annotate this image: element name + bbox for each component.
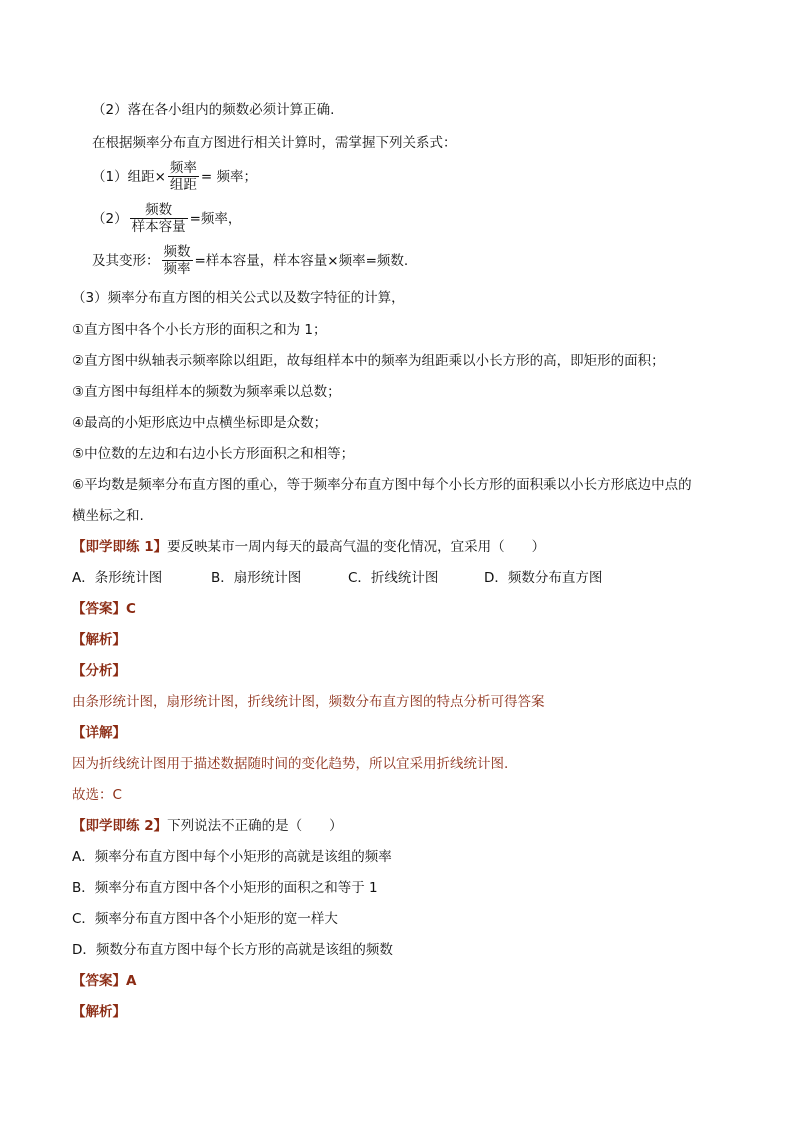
formula-suffix: =样本容量，样本容量×频率=频数. — [194, 252, 409, 269]
answer-value: A — [126, 973, 137, 989]
answer-label: 【答案】 — [72, 601, 126, 617]
option-d: D．频数分布直方图中每个长方形的高就是该组的频数 — [72, 942, 393, 958]
question-2-stem — [72, 817, 343, 835]
fraction-numerator: 频数 — [130, 202, 188, 219]
list-item: ①直方图中各个小长方形的面积之和为 1； — [72, 322, 327, 338]
fraction-numerator: 频率 — [169, 160, 197, 176]
list-item: ⑤中位数的左边和右边小长方形面积之和相等； — [72, 446, 355, 462]
fraction — [130, 202, 188, 235]
choose-text: 故选：C — [72, 787, 122, 803]
list-item: ③直方图中每组样本的频数为频率乘以总数； — [72, 384, 341, 400]
fenxi-text: 由条形统计图，扇形统计图，折线统计图，频数分布直方图的特点分析可得答案 — [72, 694, 545, 710]
list-item-continued: 横坐标之和. — [72, 508, 144, 524]
fraction-denominator: 样本容量 — [131, 219, 186, 235]
option-a: A．频率分布直方图中每个小矩形的高就是该组的频率 — [72, 849, 392, 865]
option-b: B．扇形统计图 — [211, 570, 302, 586]
question-1-options — [72, 569, 752, 587]
formula-line-2 — [92, 202, 241, 235]
formula-prefix: （1）组距× — [92, 168, 166, 185]
text-line: 在根据频率分布直方图进行相关计算时，需掌握下列关系式： — [92, 135, 457, 151]
answer-line — [72, 600, 136, 618]
answer-value: C — [126, 601, 136, 617]
detail-text: 因为折线统计图用于描述数据随时间的变化趋势，所以宜采用折线统计图. — [72, 756, 509, 772]
fraction-numerator: 频数 — [163, 244, 191, 260]
fraction — [168, 160, 199, 193]
formula-prefix: 及其变形： — [92, 252, 160, 269]
formula-suffix: = 频率； — [200, 168, 258, 185]
list-item: ②直方图中纵轴表示频率除以组距，故每组样本中的频率为组距乘以小长方形的高，即矩形的面积； — [72, 353, 665, 369]
question-text: 下列说法不正确的是（ ） — [167, 818, 343, 834]
answer-label: 【答案】 — [72, 973, 126, 989]
fraction — [162, 244, 193, 277]
answer-line — [72, 972, 136, 990]
analysis-label: 【解析】 — [72, 632, 126, 648]
fraction-denominator: 组距 — [169, 177, 197, 193]
question-tag: 【即学即练 2】 — [72, 818, 168, 834]
fenxi-label: 【分析】 — [72, 663, 126, 679]
formula-prefix: （2） — [92, 210, 128, 227]
question-1-stem — [72, 538, 545, 556]
option-a: A．条形统计图 — [72, 570, 163, 586]
option-b: B．频率分布直方图中各个小矩形的面积之和等于 1 — [72, 880, 378, 896]
question-tag: 【即学即练 1】 — [72, 539, 168, 555]
option-c: C．折线统计图 — [348, 570, 439, 586]
text-line: （2）落在各小组内的频数必须计算正确. — [92, 102, 335, 118]
list-item: ⑥平均数是频率分布直方图的重心，等于频率分布直方图中每个小长方形的面积乘以小长方形底边中点的 — [72, 477, 692, 493]
formula-line-1 — [92, 160, 257, 193]
option-d: D．频数分布直方图 — [484, 570, 603, 586]
text-line: （3）频率分布直方图的相关公式以及数字特征的计算， — [72, 290, 405, 306]
fraction-denominator: 频率 — [163, 261, 191, 277]
list-item: ④最高的小矩形底边中点横坐标即是众数； — [72, 415, 328, 431]
option-c: C．频率分布直方图中各个小矩形的宽一样大 — [72, 911, 338, 927]
formula-suffix: =频率， — [189, 210, 242, 227]
question-text: 要反映某市一周内每天的最高气温的变化情况，宜采用（ ） — [167, 539, 546, 555]
formula-line-3 — [92, 244, 408, 277]
detail-label: 【详解】 — [72, 725, 126, 741]
analysis-label: 【解析】 — [72, 1004, 126, 1020]
